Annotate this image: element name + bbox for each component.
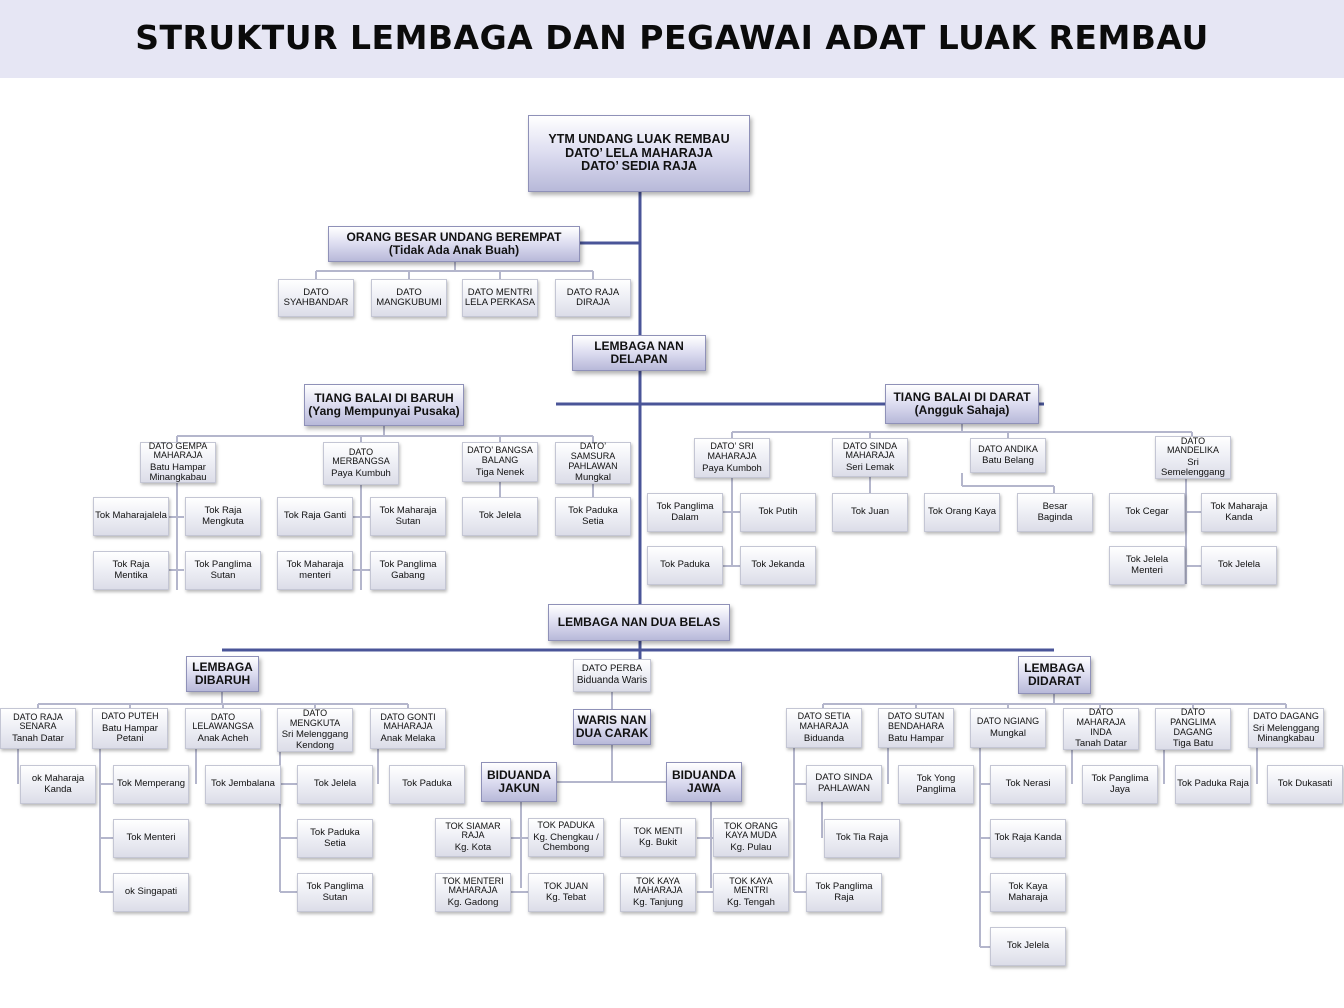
- node-title-line: MAHARAJA: [799, 720, 849, 731]
- node-title-line: Besar: [1042, 501, 1068, 513]
- node-title-line: KAYA MUDA: [725, 830, 777, 841]
- org-node-tok-pr2: [1175, 765, 1251, 804]
- node-subtitle-line: Seri Lemak: [845, 462, 895, 474]
- node-title-line: Tok Panglima: [306, 881, 364, 893]
- node-title-line: DATO MENTRI: [467, 286, 533, 298]
- org-node-tok-jel4: [990, 927, 1066, 966]
- node-title-line: MAHARAJA: [448, 885, 498, 896]
- org-node-inda: [1063, 708, 1139, 750]
- node-title-line: DATO RAJA: [566, 286, 620, 298]
- org-node-tok-yp: [898, 765, 974, 804]
- node-title-line: SYAHBANDAR: [283, 297, 349, 308]
- node-title-line: TIANG BALAI DI BARUH: [314, 391, 454, 406]
- org-node-dagang: [1248, 708, 1324, 748]
- node-title-line: Tok Maharaja: [1210, 501, 1268, 513]
- node-title-line: DATO GEMPA: [148, 440, 208, 451]
- node-title-line: DATO: [210, 711, 236, 722]
- org-node-d-raja: [555, 279, 631, 317]
- org-node-mandelika: [1155, 436, 1231, 479]
- node-title-line: TOK ORANG: [724, 820, 778, 831]
- node-subtitle-line: Tanah Datar: [1075, 738, 1127, 750]
- org-node-d-syah: [278, 279, 354, 317]
- node-title-line: JAWA: [686, 781, 721, 795]
- org-node-tjuan: [528, 873, 604, 912]
- org-node-tpaduka: [528, 818, 604, 857]
- node-title-line: Gabang: [391, 569, 425, 581]
- org-node-sutan: [878, 708, 954, 748]
- node-title-line: SAMSURA: [570, 451, 616, 462]
- org-node-tok-duk: [1267, 765, 1343, 804]
- org-node-tok-rk: [990, 819, 1066, 858]
- node-title-line: TOK SIAMAR: [445, 820, 501, 831]
- node-title-line: DATO SINDA: [815, 772, 873, 784]
- org-node-ldd: [1018, 656, 1091, 694]
- node-title-line: menteri: [299, 569, 331, 581]
- node-subtitle-line: Batu Hampar: [888, 732, 944, 744]
- org-node-tok-pad2: [389, 765, 465, 804]
- node-title-line: Mentika: [114, 569, 148, 581]
- org-node-tokm: [713, 818, 789, 857]
- org-node-puteh: [92, 708, 168, 749]
- node-title-line: Dalam: [671, 511, 699, 523]
- node-subtitle-line: Sri: [1187, 456, 1199, 468]
- node-title-line: Tok Panglima: [815, 881, 873, 893]
- org-node-tok-jel1: [462, 497, 538, 536]
- org-node-tok-ps: [185, 551, 261, 590]
- org-node-tok-mm: [277, 551, 353, 590]
- org-node-tok-jek: [740, 546, 816, 585]
- org-node-bjak: [481, 762, 557, 802]
- org-node-sinda: [832, 438, 908, 477]
- org-node-tbb: [304, 384, 464, 426]
- org-node-tok-mentr: [113, 819, 189, 858]
- node-title-line: DATO SINDA: [842, 440, 898, 451]
- org-node-ldb: [186, 656, 259, 692]
- node-title-line: Tok Menteri: [126, 832, 176, 844]
- node-subtitle-line: Chembong: [542, 842, 590, 854]
- org-node-tok-jel3: [297, 765, 373, 804]
- node-title-line: Tok Paduka: [660, 559, 710, 571]
- org-node-gonti: [370, 708, 446, 749]
- node-title-line: LEMBAGA: [1024, 661, 1085, 676]
- node-title-line: DATO NGIANG: [976, 716, 1040, 727]
- node-subtitle-line: Minangkabau: [1257, 732, 1315, 744]
- org-node-lnd: [572, 335, 706, 371]
- node-title-line: DATO’: [579, 441, 607, 452]
- node-title-line: Baginda: [1037, 511, 1073, 523]
- org-node-panglima: [1155, 708, 1231, 750]
- node-title-line: Kanda: [1225, 511, 1253, 523]
- org-node-tok-pj: [1082, 765, 1158, 804]
- org-node-tok-jemb: [205, 765, 281, 804]
- org-node-ytm: [528, 115, 750, 192]
- node-title-line: Maharaja: [1008, 891, 1048, 903]
- node-title-line: DIBARUH: [194, 673, 251, 687]
- node-title-line: PAHLAWAN: [818, 782, 870, 794]
- node-title-line: TIANG BALAI DI DARAT: [893, 390, 1031, 405]
- node-title-line: Tok Panglima: [194, 559, 252, 571]
- node-subtitle-line: Minangkabau: [149, 472, 207, 484]
- node-title-line: DATO: [1180, 435, 1206, 446]
- node-subtitle-line: Semelenggang: [1161, 467, 1225, 479]
- node-title-line: (Tidak Ada Anak Buah): [388, 243, 520, 257]
- org-node-merbangsa: [323, 442, 399, 485]
- org-node-bjaw: [666, 762, 742, 802]
- node-title-line: MANGKUBUMI: [376, 297, 442, 308]
- node-title-line: DATO: [348, 446, 374, 457]
- node-title-line: Tok Panglima: [379, 559, 437, 571]
- org-node-siamar: [435, 818, 511, 857]
- node-subtitle-line: Mungkal: [575, 472, 611, 484]
- node-title-line: Sutan: [210, 569, 236, 581]
- org-node-obue: [328, 226, 580, 262]
- node-title-line: Tok Orang Kaya: [927, 506, 997, 518]
- org-node-dsp: [806, 765, 882, 802]
- node-subtitle-line: Kg. Bukit: [638, 837, 678, 849]
- org-node-tok-rm: [185, 497, 261, 536]
- node-title-line: Menteri: [1131, 564, 1163, 576]
- org-node-tok-juan: [832, 493, 908, 532]
- node-title-line: INDA: [1090, 726, 1112, 737]
- node-title-line: Tok Yong: [916, 773, 956, 785]
- node-subtitle-line: Batu Hampar: [150, 461, 206, 473]
- node-title-line: Sutan: [395, 515, 421, 527]
- node-title-line: WARIS NAN: [577, 713, 647, 728]
- node-title-line: DATO PERBA: [581, 662, 643, 674]
- node-title-line: DATO: [303, 286, 329, 298]
- node-title-line: Tok Putih: [758, 506, 798, 518]
- org-node-perba: [573, 659, 651, 692]
- org-node-tok-pads: [555, 497, 631, 536]
- org-node-tok-tia: [824, 819, 900, 858]
- node-title-line: Setia: [324, 837, 346, 849]
- node-title-line: MAHARAJA: [1076, 717, 1126, 728]
- node-title-line: ok Maharaja: [31, 773, 85, 785]
- org-node-tok-pads2: [297, 819, 373, 858]
- node-title-line: Raja: [834, 891, 854, 903]
- node-subtitle-line: Batu Belang: [982, 455, 1034, 467]
- node-subtitle-line: Kg. Kota: [454, 842, 492, 854]
- node-subtitle-line: Anak Acheh: [197, 733, 249, 745]
- node-title-line: PANGLIMA: [1170, 717, 1216, 728]
- node-title-line: Tok Panglima: [1091, 773, 1149, 785]
- node-title-line: MAHARAJA: [845, 450, 895, 461]
- node-title-line: Kanda: [44, 783, 72, 795]
- node-title-line: BALANG: [481, 454, 519, 465]
- org-node-senara: [0, 708, 76, 749]
- org-node-tbd: [885, 384, 1039, 424]
- node-title-line: JAKUN: [498, 781, 540, 795]
- node-title-line: DIRAJA: [576, 297, 610, 308]
- org-node-tok-mk: [1201, 493, 1277, 532]
- node-title-line: Tok Kaya: [1008, 881, 1048, 893]
- node-title-line: DATO ANDIKA: [978, 443, 1038, 454]
- org-node-tok-km: [990, 873, 1066, 912]
- node-title-line: DATO SUTAN: [887, 711, 945, 722]
- node-title-line: TOK JUAN: [543, 880, 589, 891]
- org-node-bangsa: [462, 442, 538, 482]
- node-title-line: LEMBAGA: [192, 660, 253, 675]
- node-title-line: DATO RAJA: [13, 711, 63, 722]
- node-title-line: DATO DAGANG: [1253, 710, 1319, 721]
- node-title-line: Tok Maharaja: [379, 505, 437, 517]
- org-node-tok-ps2: [297, 873, 373, 912]
- org-node-samsura: [555, 442, 631, 484]
- node-title-line: DATO GONTI: [380, 711, 436, 722]
- org-node-setia: [786, 708, 862, 748]
- node-subtitle-line: Sri Melenggang: [281, 729, 349, 741]
- node-title-line: RAJA: [461, 830, 485, 841]
- node-title-line: Tok Jelela: [1217, 559, 1261, 571]
- node-subtitle-line: Kendong: [295, 739, 335, 751]
- node-title-line: Tok Dukasati: [1277, 778, 1333, 790]
- node-title-line: PAHLAWAN: [568, 460, 618, 471]
- node-title-line: MAHARAJA: [633, 885, 683, 896]
- node-subtitle-line: Batu Hampar: [102, 723, 158, 735]
- node-title-line: (Yang Mempunyai Pusaka): [308, 404, 460, 418]
- org-node-tok-memp: [113, 765, 189, 804]
- node-subtitle-line: Kg. Tanjung: [632, 897, 683, 909]
- node-subtitle-line: Kg. Gadong: [447, 897, 499, 909]
- node-title-line: Panglima: [916, 783, 956, 795]
- node-title-line: Tok Cegar: [1125, 506, 1169, 518]
- org-node-tok-nera: [990, 765, 1066, 804]
- node-title-line: ok Singapati: [124, 886, 178, 898]
- node-title-line: MANDELIKA: [1166, 445, 1219, 456]
- node-subtitle-line: Paya Kumbuh: [331, 468, 391, 480]
- node-subtitle-line: Anak Melaka: [380, 733, 436, 745]
- org-node-tok-rmen: [93, 551, 169, 590]
- node-title-line: BIDUANDA: [487, 768, 551, 783]
- node-title-line: LELAWANGSA: [192, 721, 254, 732]
- node-subtitle-line: Sri Melenggang: [1252, 722, 1320, 734]
- org-node-tok-pg: [370, 551, 446, 590]
- org-node-tok-mj: [93, 497, 169, 536]
- node-title-line: Tok Paduka Raja: [1177, 778, 1249, 790]
- org-node-tok-pr: [806, 873, 882, 912]
- node-title-line: Tok Panglima: [656, 501, 714, 513]
- node-title-line: TOK MENTI: [633, 825, 683, 836]
- node-title-line: DAGANG: [1173, 726, 1213, 737]
- node-title-line: Tok Maharajalela: [95, 510, 167, 522]
- node-title-line: Tok Jembalana: [211, 778, 275, 790]
- org-node-waris: [573, 709, 651, 745]
- org-node-tok-ms: [370, 497, 446, 536]
- org-node-besar: [1017, 493, 1093, 532]
- node-title-line: DATO’ LELA MAHARAJA: [565, 145, 713, 160]
- node-title-line: Tok Paduka: [402, 778, 452, 790]
- node-title-line: (Angguk Sahaja): [914, 403, 1010, 417]
- node-title-line: MAHARAJA: [153, 450, 203, 461]
- org-node-tmenti: [620, 818, 696, 857]
- node-title-line: BENDAHARA: [887, 720, 944, 731]
- node-title-line: DATO: [1180, 707, 1206, 718]
- node-title-line: Tok Jelela: [478, 510, 522, 522]
- node-title-line: Tok Raja Kanda: [994, 832, 1062, 844]
- org-node-andika: [970, 438, 1046, 473]
- org-node-tkkme: [713, 873, 789, 912]
- node-title-line: Tok Raja: [112, 559, 150, 571]
- node-title-line: MENGKUTA: [289, 717, 341, 728]
- org-node-tok-pd: [647, 493, 723, 532]
- node-title-line: DATO’ BANGSA: [467, 445, 533, 456]
- node-subtitle-line: Tiga Batu: [1172, 738, 1214, 750]
- node-title-line: Tok Jelela: [1006, 940, 1050, 952]
- org-node-tok-rg: [277, 497, 353, 536]
- node-title-line: LEMBAGA NAN DUA BELAS: [557, 615, 721, 630]
- org-node-lelaw: [185, 708, 261, 749]
- node-title-line: Tok Jelela: [313, 778, 357, 790]
- node-title-line: Tok Paduka: [568, 505, 618, 517]
- node-title-line: DIDARAT: [1027, 674, 1082, 688]
- org-node-tok-put: [740, 493, 816, 532]
- node-title-line: Tok Paduka: [310, 827, 360, 839]
- org-node-lndb: [548, 604, 730, 641]
- node-title-line: LELA PERKASA: [464, 297, 536, 308]
- page-title: STRUKTUR LEMBAGA DAN PEGAWAI ADAT LUAK REMBAU: [135, 18, 1209, 57]
- node-title-line: MAHARAJA: [707, 450, 757, 461]
- node-subtitle-line: Kg. Tebat: [546, 892, 586, 904]
- node-title-line: YTM UNDANG LUAK REMBAU: [548, 132, 730, 147]
- org-node-mengkuta: [277, 708, 353, 752]
- node-title-line: Tok Juan: [850, 506, 890, 518]
- node-subtitle-line: Kg. Chengkau /: [533, 832, 599, 844]
- node-title-line: DATO’ SRI: [710, 441, 754, 452]
- node-title-line: TOK KAYA: [636, 875, 680, 886]
- node-subtitle-line: Tiga Nenek: [475, 466, 525, 478]
- node-title-line: TOK MENTERI: [442, 875, 504, 886]
- node-title-line: DATO: [1088, 707, 1114, 718]
- node-title-line: Tok Raja Ganti: [283, 510, 347, 522]
- org-node-tkkm: [620, 873, 696, 912]
- node-title-line: Tok Jekanda: [751, 559, 805, 571]
- node-title-line: Tok Raja: [204, 505, 242, 517]
- node-title-line: DUA CARAK: [575, 726, 649, 740]
- node-subtitle-line: Kg. Tengah: [727, 897, 775, 909]
- node-title-line: BIDUANDA: [672, 768, 736, 783]
- org-node-tok-ok: [924, 493, 1000, 532]
- org-node-ok-mk: [20, 765, 96, 804]
- node-title-line: Setia: [582, 515, 604, 527]
- node-title-line: ORANG BESAR UNDANG BEREMPAT: [346, 230, 562, 245]
- node-subtitle-line: Biduanda Waris: [576, 675, 648, 687]
- node-title-line: Jaya: [1109, 783, 1131, 795]
- node-subtitle-line: Biduanda: [803, 732, 845, 744]
- node-title-line: Sutan: [322, 891, 348, 903]
- node-subtitle-line: Mungkal: [990, 727, 1026, 739]
- org-node-d-mentri: [462, 279, 538, 317]
- node-title-line: Tok Tia Raja: [835, 832, 889, 844]
- node-title-line: TOK PADUKA: [537, 820, 595, 831]
- org-node-tok-ceg: [1109, 493, 1185, 532]
- node-title-line: MERBANGSA: [332, 456, 390, 467]
- node-subtitle-line: Tanah Datar: [12, 733, 64, 745]
- node-title-line: MENTRI: [733, 885, 769, 896]
- org-node-ngiang: [970, 708, 1046, 748]
- org-node-gempa: [140, 442, 216, 483]
- node-subtitle-line: Paya Kumboh: [702, 462, 762, 474]
- node-title-line: DATO SETIA: [797, 711, 851, 722]
- node-title-line: DATO’ SEDIA RAJA: [581, 159, 697, 174]
- org-node-ok-sing: [113, 873, 189, 912]
- org-node-tmentm: [435, 873, 511, 912]
- node-title-line: DELAPAN: [610, 352, 668, 366]
- node-title-line: Tok Maharaja: [286, 559, 344, 571]
- node-title-line: SENARA: [19, 721, 57, 732]
- node-title-line: LEMBAGA NAN: [594, 339, 684, 354]
- org-node-sri: [694, 438, 770, 478]
- node-title-line: Tok Nerasi: [1005, 778, 1051, 790]
- node-subtitle-line: Petani: [116, 733, 144, 745]
- node-title-line: Mengkuta: [202, 515, 244, 527]
- org-node-tok-jel2: [1201, 546, 1277, 585]
- node-title-line: Tok Jelela: [1125, 554, 1169, 566]
- org-node-tok-jm: [1109, 546, 1185, 585]
- node-title-line: Tok Memperang: [116, 778, 186, 790]
- node-title-line: DATO: [302, 708, 328, 719]
- org-node-tok-pad1: [647, 546, 723, 585]
- node-title-line: DATO: [396, 286, 422, 298]
- org-node-d-mang: [371, 279, 447, 317]
- node-title-line: MAHARAJA: [383, 721, 433, 732]
- node-subtitle-line: Kg. Pulau: [730, 842, 772, 854]
- node-title-line: TOK KAYA: [729, 875, 773, 886]
- node-title-line: DATO PUTEH: [101, 711, 159, 722]
